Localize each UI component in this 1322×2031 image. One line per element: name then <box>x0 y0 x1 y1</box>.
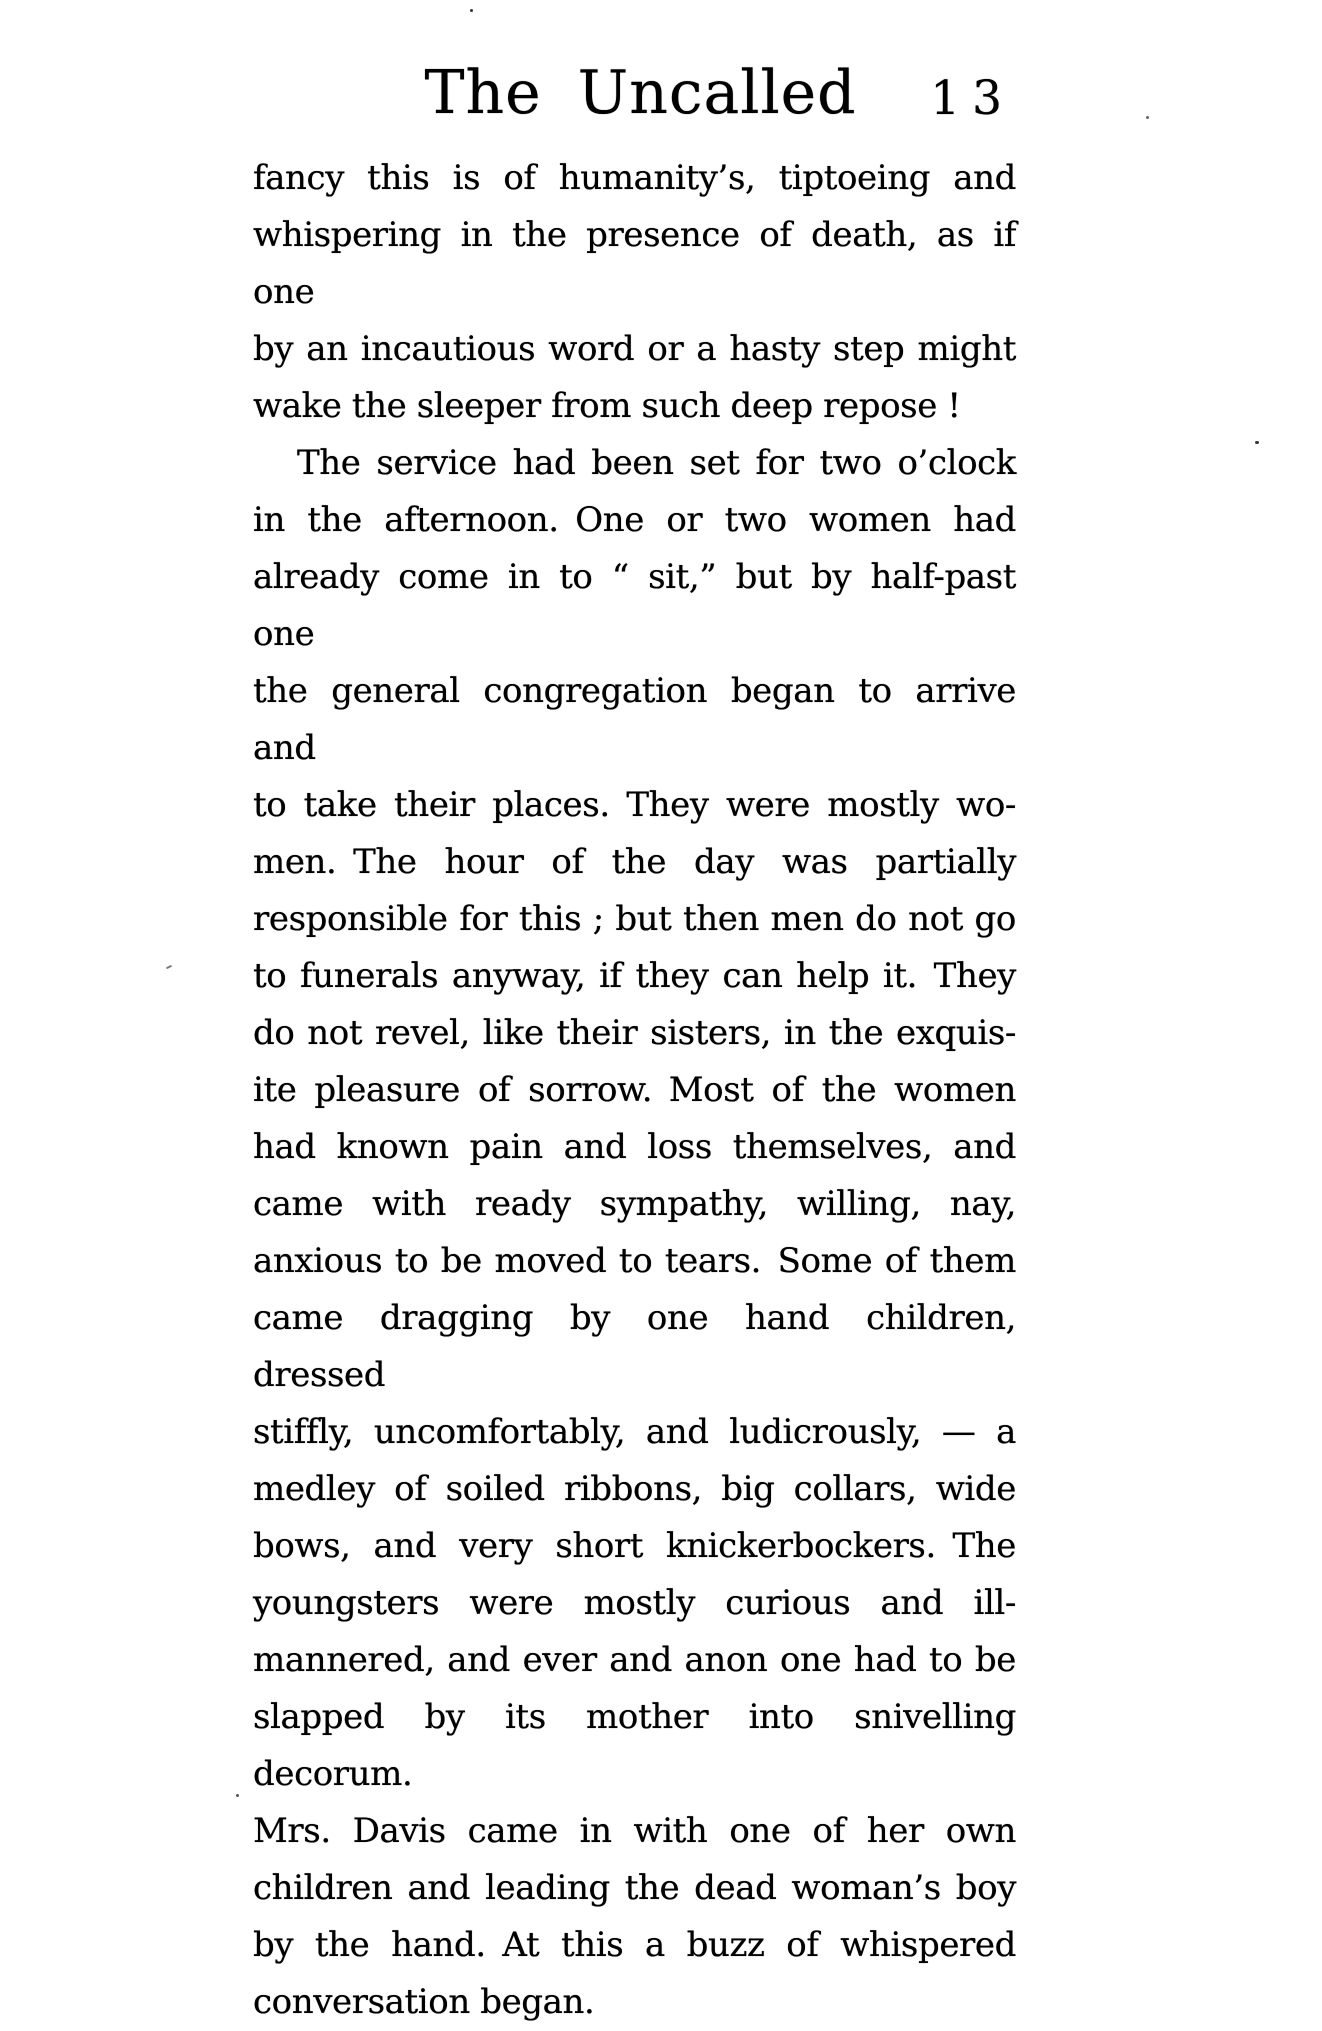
text-line: to funerals anyway, if they can help it. They <box>253 956 1016 996</box>
text-line: children and leading the dead woman’s boy <box>253 1868 1016 1908</box>
text-line: came with ready sympathy, willing, nay, <box>253 1184 1016 1224</box>
text-line: anxious to be moved to tears. Some of them <box>253 1241 1016 1281</box>
page-title: The Uncalled <box>424 58 857 128</box>
text-line: by the hand. At this a buzz of whispered <box>253 1925 1016 1965</box>
text-line: the general congregation began to arrive and <box>253 671 1016 768</box>
text-line: Mrs. Davis came in with one of her own <box>253 1811 1016 1851</box>
scan-speck <box>470 9 473 12</box>
text-line: by an incautious word or a hasty step might <box>253 329 1016 369</box>
text-line: slapped by its mother into snivelling decorum. <box>253 1697 1016 1794</box>
text-line: had known pain and loss themselves, and <box>253 1127 1016 1167</box>
text-line: came dragging by one hand children, dressed <box>253 1298 1016 1395</box>
text-line: wake the sleeper from such deep repose ! <box>253 386 961 426</box>
text-line: in the afternoon. One or two women had <box>253 500 1016 540</box>
scan-speck <box>1146 116 1149 119</box>
text-line: stiffly, uncomfortably, and ludicrously, — a <box>253 1412 1016 1452</box>
text-line: bows, and very short knickerbockers. The <box>253 1526 1016 1566</box>
text-line: to take their places. They were mostly wo- <box>253 785 1016 825</box>
text-line: do not revel, like their sisters, in the exquis- <box>253 1013 1016 1053</box>
text-line: youngsters were mostly curious and ill- <box>253 1583 1016 1623</box>
scan-speck <box>166 965 172 969</box>
text-line: already come in to “ sit,” but by half-past one <box>253 557 1016 654</box>
page-number: 13 <box>930 71 1014 126</box>
text-line: conversation began. <box>253 1982 595 2022</box>
text-line: medley of soiled ribbons, big collars, wide <box>253 1469 1016 1509</box>
running-header <box>253 48 1016 148</box>
text-line: responsible for this ; but then men do not go <box>253 899 1016 939</box>
text-line: fancy this is of humanity’s, tiptoeing and <box>253 158 1016 198</box>
text-line: ite pleasure of sorrow. Most of the women <box>253 1070 1016 1110</box>
text-line: The service had been set for two o’clock <box>297 443 1016 483</box>
text-line: men. The hour of the day was partially <box>253 842 1016 882</box>
text-block <box>253 150 1016 2031</box>
scan-speck <box>1255 441 1259 444</box>
text-line: mannered, and ever and anon one had to be <box>253 1640 1016 1680</box>
scan-speck <box>236 1794 239 1797</box>
text-line: whispering in the presence of death, as if one <box>253 215 1016 312</box>
